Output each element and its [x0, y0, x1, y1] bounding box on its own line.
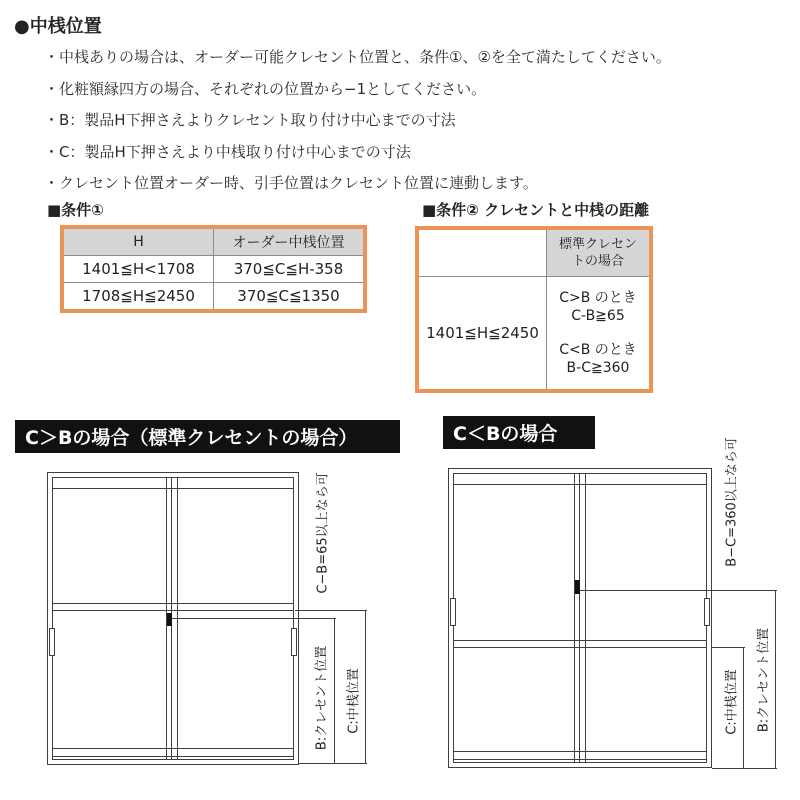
case-gap — [549, 325, 647, 341]
case2-formula: B-C≧360 — [566, 360, 630, 376]
label-rail-position: C:中桟位置 — [724, 669, 740, 735]
top-rail-line — [453, 484, 707, 485]
case1-condition: C>B のとき — [559, 290, 637, 306]
diagram-cltb-header-bar: C＜Bの場合 — [443, 416, 595, 449]
dimension-line-c — [365, 610, 366, 763]
note-line: ・B：製品H下押さえよりクレセント取り付け中心までの寸法 — [44, 111, 456, 129]
dimension-line-b — [775, 590, 776, 768]
cell-c-range: 370≦C≦1350 — [214, 283, 366, 312]
note-line: ・C：製品H下押さえより中桟取り付け中心までの寸法 — [44, 142, 411, 161]
table-row — [417, 277, 651, 392]
cell-case-conditions — [547, 277, 652, 392]
window-diagram-cltb — [448, 468, 712, 768]
table-header-row — [417, 228, 651, 277]
condition1-table — [60, 225, 367, 313]
table-row — [62, 283, 365, 312]
label-rail-position: C:中桟位置 — [346, 668, 362, 734]
meeting-stile-line — [574, 473, 575, 763]
standard-crescent-header-cell: 標準クレセントの場合 — [547, 228, 652, 277]
top-rail-line — [52, 488, 294, 489]
middle-rail-line — [453, 640, 707, 641]
notes-list — [44, 42, 784, 200]
extension-line-bottom — [299, 763, 367, 764]
bottom-rail-line — [52, 748, 294, 749]
bottom-rail-line — [52, 756, 294, 757]
page-title: ●中桟位置 — [14, 16, 102, 37]
table-header-row — [62, 227, 365, 256]
sash-outline — [453, 473, 707, 763]
extension-line-crescent — [172, 618, 336, 619]
crescent-lock — [575, 580, 580, 594]
middle-rail-line — [453, 647, 707, 648]
note-line: ・化粧額縁四方の場合、それぞれの位置から−1としてください。 — [44, 79, 487, 98]
dimension-line-b — [334, 618, 335, 763]
pull-handle — [49, 628, 55, 656]
cell-h-range: 1708≦H≦2450 — [62, 283, 214, 312]
middle-rail-line — [52, 603, 294, 604]
pull-handle — [291, 628, 297, 656]
extension-line-crescent — [580, 590, 777, 591]
blank-header-cell — [417, 228, 547, 277]
label-crescent-position: B:クレセント位置 — [314, 645, 330, 751]
meeting-stile-line — [579, 473, 580, 763]
condition2-table — [415, 226, 653, 393]
col-header-order-rail-position: オーダー中桟位置 — [214, 227, 366, 256]
pull-handle — [704, 598, 710, 626]
cell-h-range: 1401≦H≦2450 — [417, 277, 547, 392]
middle-rail-line — [52, 610, 294, 611]
case1-formula: C-B≧65 — [571, 308, 625, 324]
col-header-h: H — [62, 227, 214, 256]
note-line: ・クレセント位置オーダー時、引手位置はクレセント位置に連動します。 — [44, 174, 538, 192]
extension-line-rail — [295, 610, 367, 611]
bottom-rail-line — [453, 751, 707, 752]
diagram-cgtb-header-bar: C＞Bの場合（標準クレセントの場合） — [15, 420, 400, 453]
case2-condition: C<B のとき — [559, 342, 637, 358]
condition1-heading: ■条件① — [47, 201, 104, 219]
condition2-heading: ■条件② クレセントと中桟の距離 — [422, 201, 650, 219]
bottom-rail-line — [453, 759, 707, 760]
dim-note-cltb: B−C=360以上なら可 — [724, 437, 740, 567]
cell-c-range: 370≦C≦H-358 — [214, 256, 366, 283]
dim-note-cgtb: C−B=65以上なら可 — [315, 472, 331, 594]
pull-handle — [450, 598, 456, 626]
table-row — [62, 256, 365, 283]
crescent-lock — [167, 613, 172, 626]
cell-h-range: 1401≦H<1708 — [62, 256, 214, 283]
extension-line-bottom — [712, 768, 777, 769]
dimension-line-c — [743, 647, 744, 768]
note-line: ・中桟ありの場合は、オーダー可能クレセント位置と、条件①、②を全て満たしてください。 — [44, 48, 671, 66]
meeting-stile-line — [585, 473, 586, 763]
label-crescent-position: B:クレセント位置 — [756, 627, 772, 733]
extension-line-rail — [712, 647, 745, 648]
